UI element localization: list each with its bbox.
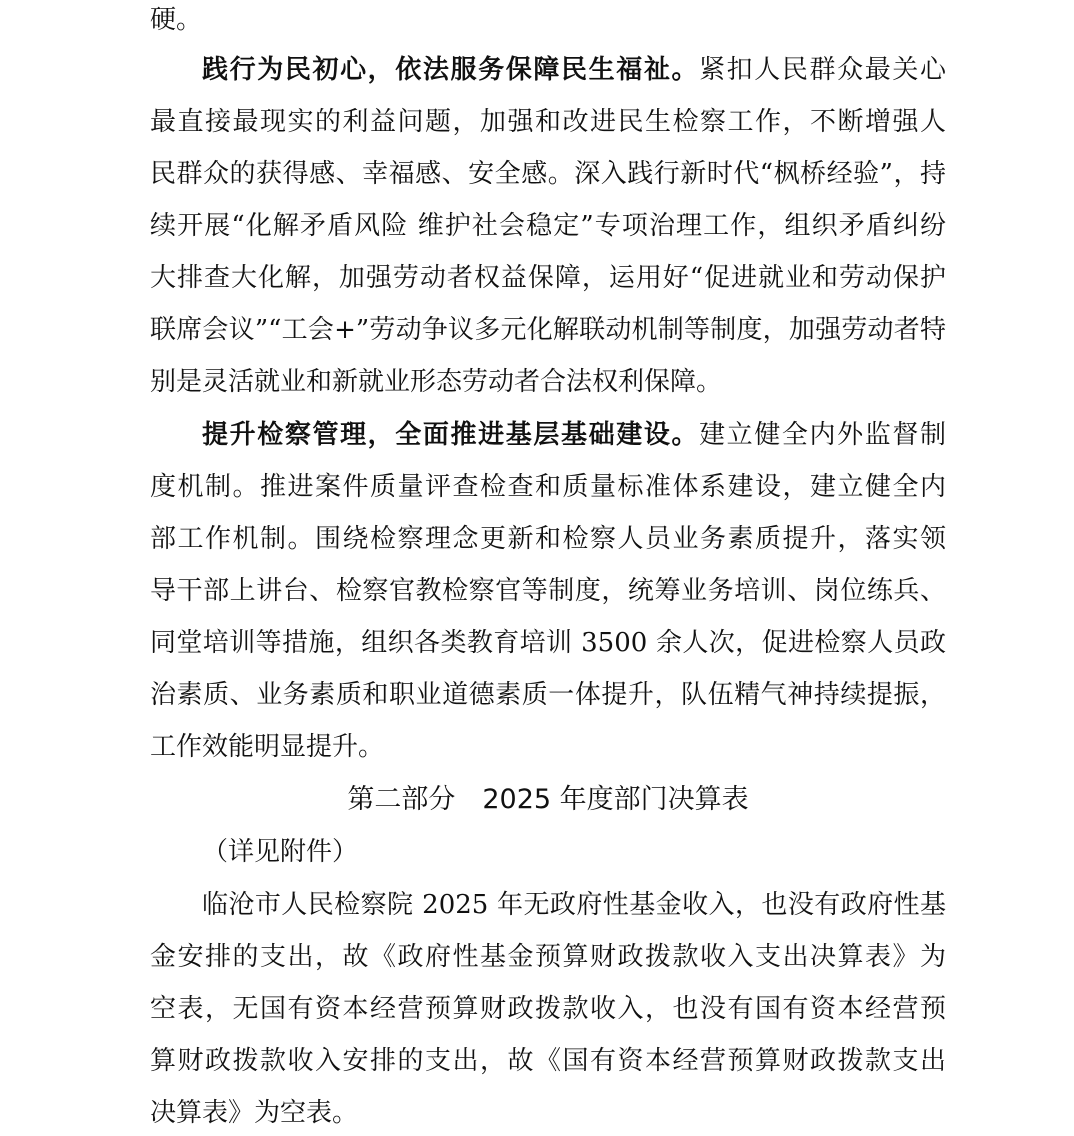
text-line: 工作效能明显提升。 [150, 732, 385, 762]
text-line: 最直接最现实的利益问题，加强和改进民生检察工作，不断增强人 [150, 107, 946, 137]
text-line: 空表，无国有资本经营预算财政拨款收入，也没有国有资本经营预 [150, 994, 946, 1024]
text-line: 度机制。推进案件质量评查检查和质量标准体系建设，建立健全内 [150, 472, 946, 502]
paragraph-text: 建立健全内外监督制 [699, 420, 946, 450]
text-line: 别是灵活就业和新就业形态劳动者合法权利保障。 [150, 367, 723, 397]
paragraph-first-line: 临沧市人民检察院 2025 年无政府性基金收入，也没有政府性基 [202, 890, 946, 920]
text-line [150, 0, 946, 40]
paragraph-lead-heading: 提升检察管理，全面推进基层基础建设。 [202, 420, 700, 450]
text-line: 导干部上讲台、检察官教检察官等制度，统筹业务培训、岗位练兵、 [150, 576, 946, 606]
text-line: 大排查大化解，加强劳动者权益保障，运用好“促进就业和劳动保护 [150, 263, 946, 293]
text-line: 民群众的获得感、幸福感、安全感。深入践行新时代“枫桥经验”，持 [150, 159, 946, 189]
text-line: 联席会议”“工会+”劳动争议多元化解联动机制等制度，加强劳动者特 [150, 315, 946, 345]
text-line: 金安排的支出，故《政府性基金预算财政拨款收入支出决算表》为 [150, 942, 946, 972]
attachment-note: （详见附件） [202, 837, 359, 867]
text-line: 决算表》为空表。 [150, 1098, 359, 1128]
text-line: 算财政拨款收入安排的支出，故《国有资本经营预算财政拨款支出 [150, 1046, 946, 1076]
paragraph-first-line [150, 50, 946, 90]
text-line: 续开展“化解矛盾风险 维护社会稳定”专项治理工作，组织矛盾纠纷 [150, 211, 946, 241]
paragraph-text: 紧扣人民群众最关心 [699, 55, 946, 85]
text-line: 部工作机制。围绕检察理念更新和检察人员业务素质提升，落实领 [150, 524, 946, 554]
text-line: 治素质、业务素质和职业道德素质一体提升，队伍精气神持续提振， [150, 680, 946, 710]
section-heading: 第二部分 2025 年度部门决算表 [347, 784, 749, 815]
paragraph-lead-heading: 践行为民初心，依法服务保障民生福祉。 [202, 55, 700, 85]
text-line: 同堂培训等措施，组织各类教育培训 3500 余人次，促进检察人员政 [150, 628, 946, 658]
paragraph-first-line [150, 415, 946, 455]
text-line-content: 硬。 [150, 5, 203, 35]
